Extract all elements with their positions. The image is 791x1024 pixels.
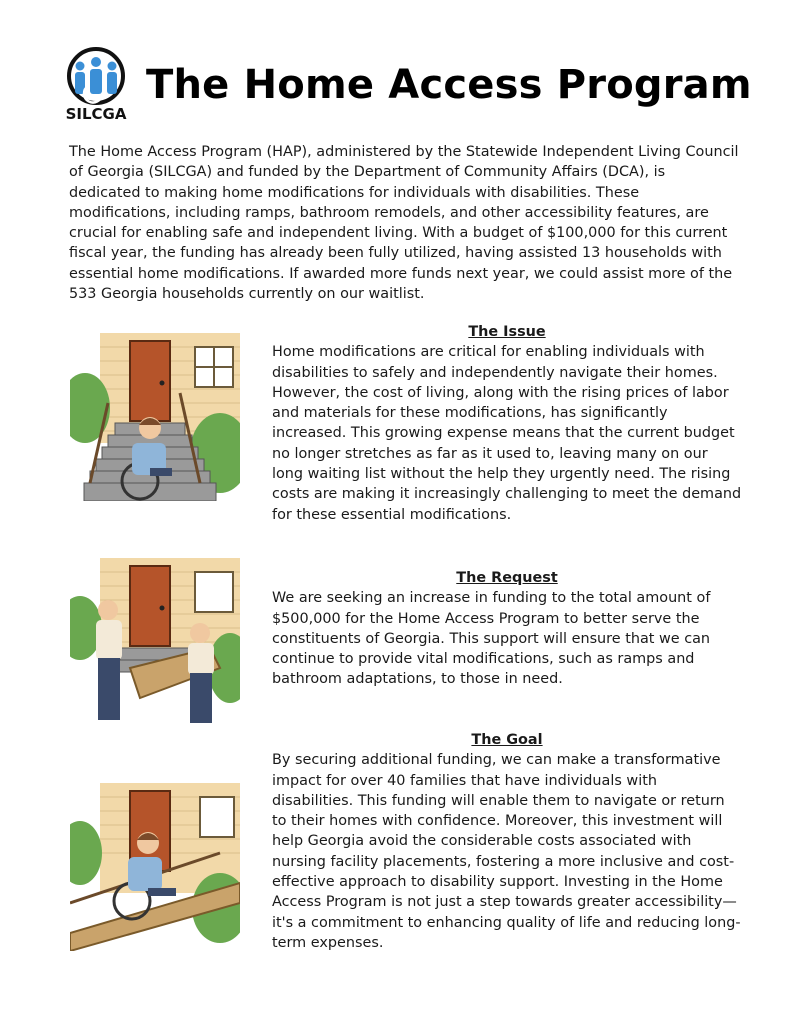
- wheelchair-on-ramp-illustration: [70, 783, 240, 951]
- section-issue: [272, 322, 742, 525]
- intro-paragraph: The Home Access Program (HAP), administered by the Statewide Independent Living Council of Georgia (SILCGA) and funded by the Department of Community Affairs (DCA), is dedicated to making home modifications for individuals with disabilities. These modifications, including ramps, bathroom remodels, and other accessibility features, are crucial for enabling safe and independent living. With a budget of $100,000 for this current fiscal year, the funding has already been fully utilized, having assisted 13 households with essential home modifications. If awarded more funds next year, we could assist more of the 533 Georgia households currently on our waitlist.: [69, 144, 739, 303]
- section-goal: [272, 730, 742, 953]
- silcga-logo: [58, 46, 134, 124]
- issue-body: Home modifications are critical for enabling individuals with disabilities to safely and independently navigate their homes. However, the cost of living, along with the rising prices of labor and materials for these modifications, has significantly increased. This growing expense means that the current budget no longer stretches as far as it used to, leaving many on our long waiting list without the help they urgently need. The rising costs are making it increasingly challenging to meet the demand for these essential modifications.: [272, 344, 742, 523]
- issue-heading: The Issue: [468, 324, 546, 340]
- wheelchair-at-stairs-illustration: [70, 333, 240, 501]
- goal-body: By securing additional funding, we can make a transformative impact for over 40 families that have individuals with disabilities. This funding will enable them to navigate or return to their homes with confidence. Moreover, this investment will help Georgia avoid the considerable costs associated with nursing facility placements, fostering a more inclusive and cost-effective approach to disability support. Investing in the Home Access Program is not just a step towards greater accessibility—it's a commitment to enhancing quality of life and reducing long-term expenses.: [272, 752, 741, 951]
- section-request: [272, 568, 742, 690]
- goal-heading: The Goal: [471, 732, 543, 748]
- ramp-installation-illustration: [70, 558, 240, 726]
- page-title: The Home Access Program: [146, 62, 752, 108]
- request-heading: The Request: [456, 570, 558, 586]
- logo-text: SILCGA: [65, 105, 127, 123]
- request-body: We are seeking an increase in funding to the total amount of $500,000 for the Home Access Program to better serve the constituents of Georgia. This support will ensure that we can continue to provide vital modifications, such as ramps and bathroom adaptations, to those in need.: [272, 590, 711, 688]
